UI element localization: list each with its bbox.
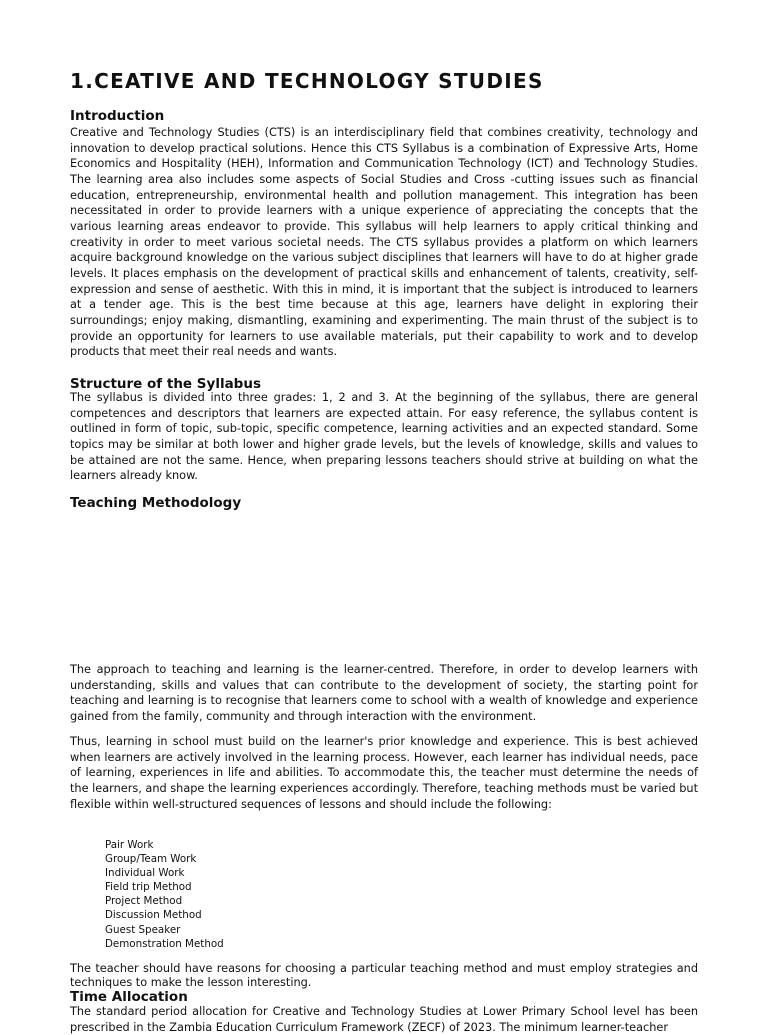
teaching-approach-paragraph: The approach to teaching and learning is the learner-centred. Therefore, in order to develop learners with understanding, skills and values that can contribute to the development of society, the starting point for teaching and learning is to recognise that learners come to school with a wealth of knowledge and experience gained from the family, community and through interaction with the environment.: [70, 663, 698, 723]
teaching-methodology-heading: Teaching Methodology: [70, 495, 242, 511]
list-item: Discussion Method: [105, 909, 202, 922]
list-item: Individual Work: [105, 867, 185, 880]
list-item: Guest Speaker: [105, 923, 181, 936]
document-page: [70, 0, 698, 1034]
list-item: Group/Team Work: [105, 853, 197, 866]
structure-paragraph: The syllabus is divided into three grades: 1, 2 and 3. At the beginning of the syllabus, there are general competences and descriptors that learners are expected attain. For easy reference, the syllabus content is outlined in form of topic, sub-topic, specific competence, learning activities and an expected standard. Some topics may be similar at both lower and higher grade levels, but the levels of knowledge, skills and values to be attained are not the same. Hence, when preparing lessons teachers should strive at building on what the learners already know.: [70, 391, 698, 483]
time-allocation-heading: Time Allocation: [70, 989, 188, 1005]
structure-heading: Structure of the Syllabus: [70, 376, 261, 392]
list-item: Demonstration Method: [105, 937, 224, 950]
introduction-paragraph: Creative and Technology Studies (CTS) is an interdisciplinary field that combines creativity, technology and innovation to develop practical solutions. Hence this CTS Syllabus is a combination of Expressive Arts, Home Economics and Hospitality (HEH), Information and Communication Technology (ICT) and Technology Studies. The learning area also includes some aspects of Social Studies and Cross -cutting issues such as financial education, entrepreneurship, environmental health and pollution management. This integration has been necessitated in order to provide learners with a unique experience of appreciating the concepts that the various learning areas endeavor to provide. This syllabus will help learners to apply critical thinking and creativity in order to meet various societal needs. The CTS syllabus provides a platform on which learners acquire background knowledge on the various subject disciplines that learners will have to do at higher grade levels. It places emphasis on the development of practical skills and enhancement of talents, creativity, self-expression and sense of aesthetic. With this in mind, it is important that the subject is introduced to learners at a tender age. This is the best time because at this age, learners have delight in exploring their surroundings; enjoy making, dismantling, examining and experimenting. The main thrust of the subject is to provide an opportunity for learners to use available materials, put their capability to work and to develop products that meet their real needs and wants.: [70, 126, 698, 359]
time-allocation-paragraph: The standard period allocation for Creative and Technology Studies at Lower Primary School level has been prescribed in the Zambia Education Curriculum Framework (ZECF) of 2023. The minimum learner-teacher: [70, 1005, 698, 1034]
introduction-heading: Introduction: [70, 108, 165, 124]
list-item: Field trip Method: [105, 881, 192, 894]
prior-knowledge-paragraph: Thus, learning in school must build on the learner's prior knowledge and experience. This is best achieved when learners are actively involved in the learning process. However, each learner has individual needs, pace of learning, experiences in life and abilities. To accommodate this, the teacher must determine the needs of the learners, and shape the learning experiences accordingly. Therefore, teaching methods must be varied but flexible within well-structured sequences of lessons and should include the following:: [70, 735, 698, 811]
list-item: Project Method: [105, 895, 183, 908]
list-item: Pair Work: [105, 839, 154, 851]
teaching-method-closing-paragraph: The teacher should have reasons for choosing a particular teaching method and must employ strategies and techniques to make the lesson interesting.: [70, 962, 698, 989]
teaching-methods-list: [105, 838, 224, 951]
document-title: 1.CEATIVE AND TECHNOLOGY STUDIES: [70, 69, 544, 93]
